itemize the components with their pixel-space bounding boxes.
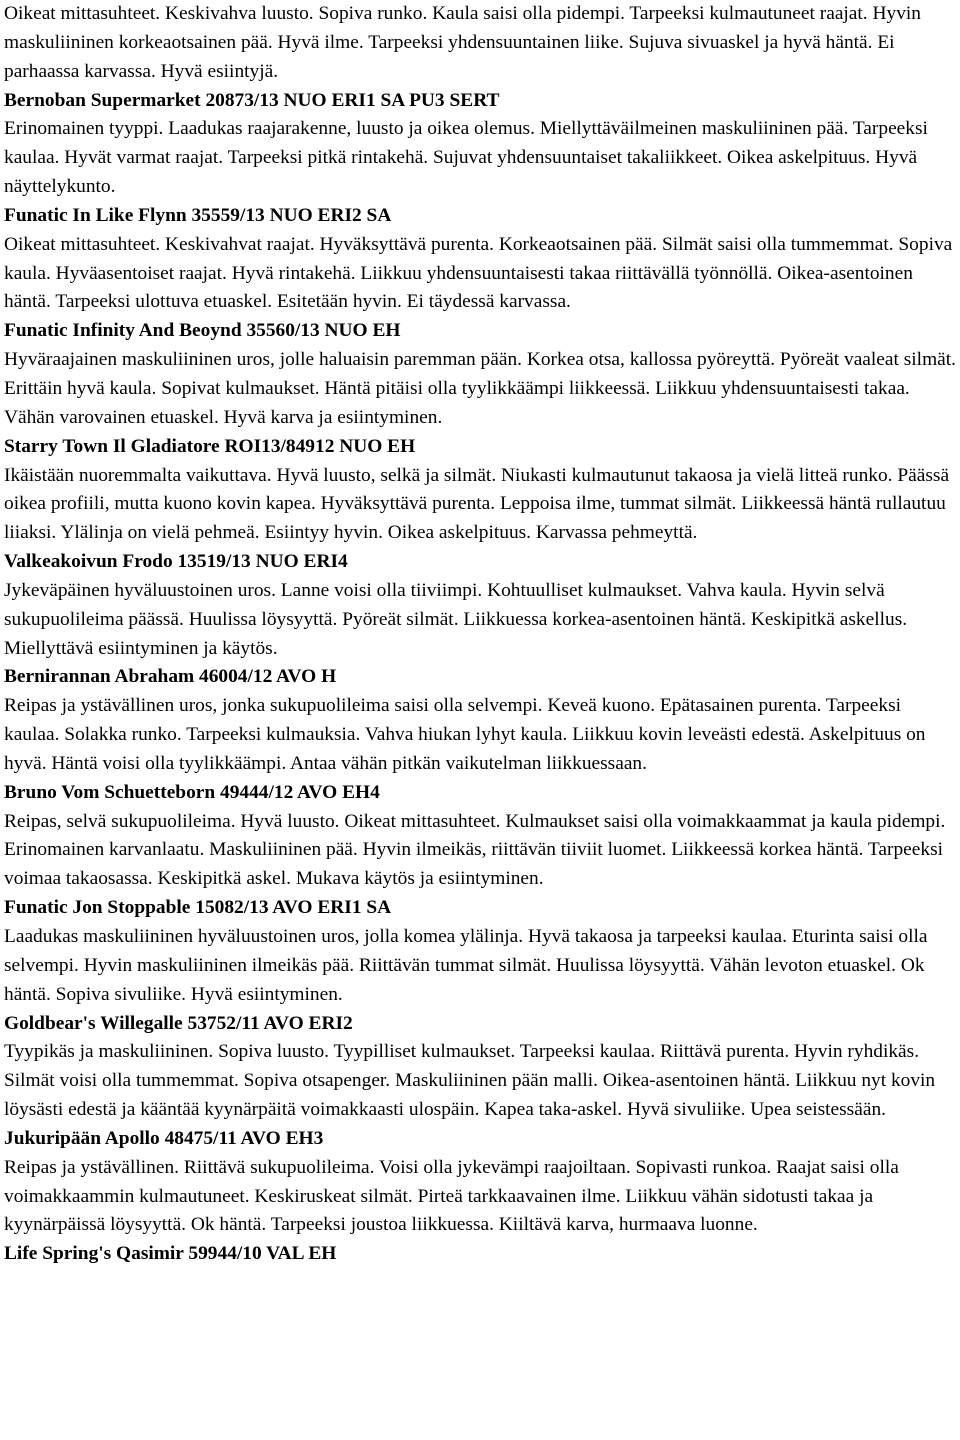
entry-text: Ikäistään nuoremmalta vaikuttava. Hyvä luusto, selkä ja silmät. Niukasti kulmautunut takaosa ja vielä litteä runko. Päässä oikea profiili, mutta kuono kovin kapea. Hyväksyttävä purenta. Leppoisa ilme, tummat silmät. Liikkeessä häntä rullautuu liiaksi. Ylälinja on vielä pehmeä. Esiintyy hyvin. Oikea askelpituus. Karvassa pehmeyttä. bbox=[4, 464, 950, 544]
entry-heading: Bruno Vom Schuetteborn 49444/12 AVO EH4 bbox=[4, 781, 380, 803]
entry-heading: Goldbear's Willegalle 53752/11 AVO ERI2 bbox=[4, 1012, 353, 1034]
entry-text: Reipas ja ystävällinen. Riittävä sukupuolileima. Voisi olla jykevämpi raajoiltaan. Sopivasti runkoa. Raajat saisi olla voimakkaammin kulmautuneet. Keskiruskeat silmät. Pirteä tarkkaavainen ilme. Liikkuu vähän sidotusti takaa ja kyynärpäissä löysyyttä. Ok häntä. Tarpeeksi joustoa liikkuessa. Kiiltävä karva, hurmaava luonne. bbox=[4, 1156, 899, 1236]
entry-heading: Bernirannan Abraham 46004/12 AVO H bbox=[4, 666, 337, 688]
document-body bbox=[4, 0, 958, 1269]
entry-heading: Life Spring's Qasimir 59944/10 VAL EH bbox=[4, 1243, 337, 1265]
entry-text: Reipas ja ystävällinen uros, jonka sukupuolileima saisi olla selvempi. Keveä kuono. Epätasainen purenta. Tarpeeksi kaulaa. Solakka runko. Tarpeeksi kulmauksia. Vahva hiukan lyhyt kaula. Liikkuu kovin leveästi edestä. Askelpituus on hyvä. Häntä voisi olla tyylikkäämpi. Antaa vähän pitkän vaikutelman liikkuessaan. bbox=[4, 695, 926, 774]
entry-text: Tyypikäs ja maskuliininen. Sopiva luusto. Tyypilliset kulmaukset. Tarpeeksi kaulaa. Riittävä purenta. Hyvin ryhdikäs. Silmät voisi olla tummemmat. Sopiva otsapenger. Maskuliininen pään malli. Oikea-asentoinen häntä. Liikkuu nyt kovin löysästi edestä ja kääntää kyynärpäitä voimakkaasti ulospäin. Kapea taka-askel. Hyvä sivuliike. Upea seistessään. bbox=[4, 1041, 936, 1121]
entry-text: Hyväraajainen maskuliininen uros, jolle haluaisin paremman pään. Korkea otsa, kallossa pyöreyttä. Pyöreät vaaleat silmät. Erittäin hyvä kaula. Sopivat kulmaukset. Häntä pitäisi olla tyylikkäämpi liikkeessä. Liikkuu yhdensuuntaisesti takaa. Vähän varovainen etuaskel. Hyvä karva ja esiintyminen. bbox=[4, 349, 956, 428]
entry-heading: Jukuripään Apollo 48475/11 AVO EH3 bbox=[4, 1127, 324, 1149]
entry-heading: Starry Town Il Gladiatore ROI13/84912 NUO EH bbox=[4, 435, 416, 457]
entry-text: Jykeväpäinen hyväluustoinen uros. Lanne voisi olla tiiviimpi. Kohtuulliset kulmaukset. Vahva kaula. Hyvin selvä sukupuolileima päässä. Huulissa löysyyttä. Pyöreät silmät. Liikkuessa korkea-asentoinen häntä. Keskipitkä askellus. Miellyttävä esiintyminen ja käytös. bbox=[4, 579, 908, 659]
entry-text: Erinomainen tyyppi. Laadukas raajarakenne, luusto ja oikea olemus. Miellyttäväilmeinen maskuliininen pää. Tarpeeksi kaulaa. Hyvät varmat raajat. Tarpeeksi pitkä rintakehä. Sujuvat yhdensuuntaiset takaliikkeet. Oikea askelpituus. Hyvä näyttelykunto. bbox=[4, 118, 928, 198]
entry-text: Laadukas maskuliininen hyväluustoinen uros, jolla komea ylälinja. Hyvä takaosa ja tarpeeksi kaulaa. Eturinta saisi olla selvempi. Hyvin maskuliininen ilmeikäs pää. Riittävän tummat silmät. Huulissa löysyyttä. Vähän levoton etuaskel. Ok häntä. Sopiva sivuliike. Hyvä esiintyminen. bbox=[4, 926, 928, 1005]
entry-heading: Bernoban Supermarket 20873/13 NUO ERI1 SA PU3 SERT bbox=[4, 89, 500, 111]
entry-heading: Valkeakoivun Frodo 13519/13 NUO ERI4 bbox=[4, 551, 348, 573]
entry-text: Oikeat mittasuhteet. Keskivahva luusto. Sopiva runko. Kaula saisi olla pidempi. Tarpeeksi kulmautuneet raajat. Hyvin maskuliininen korkeaotsainen pää. Hyvä ilme. Tarpeeksi yhdensuuntainen liike. Sujuva sivuaskel ja hyvä häntä. Ei parhaassa karvassa. Hyvä esiintyjä. bbox=[4, 3, 921, 82]
entry-heading: Funatic Jon Stoppable 15082/13 AVO ERI1 SA bbox=[4, 897, 392, 919]
entry-text: Reipas, selvä sukupuolileima. Hyvä luusto. Oikeat mittasuhteet. Kulmaukset saisi olla voimakkaammat ja kaula pidempi. Erinomainen karvanlaatu. Maskuliininen pää. Hyvin ilmeikäs, riittävän tiiviit luomet. Liikkeessä korkea häntä. Tarpeeksi voimaa takaosassa. Keskipitkä askel. Mukava käytös ja esiintyminen. bbox=[4, 810, 946, 890]
entry-text: Oikeat mittasuhteet. Keskivahvat raajat. Hyväksyttävä purenta. Korkeaotsainen pää. Silmät saisi olla tummemmat. Sopiva kaula. Hyväasentoiset raajat. Hyvä rintakehä. Liikkuu yhdensuuntaisesti takaa riittävällä työnnöllä. Oikea-asentoinen häntä. Tarpeeksi ulottuva etuaskel. Esitetään hyvin. Ei täydessä karvassa. bbox=[4, 233, 953, 313]
entry-heading: Funatic Infinity And Beoynd 35560/13 NUO EH bbox=[4, 320, 401, 342]
entry-heading: Funatic In Like Flynn 35559/13 NUO ERI2 SA bbox=[4, 204, 392, 226]
